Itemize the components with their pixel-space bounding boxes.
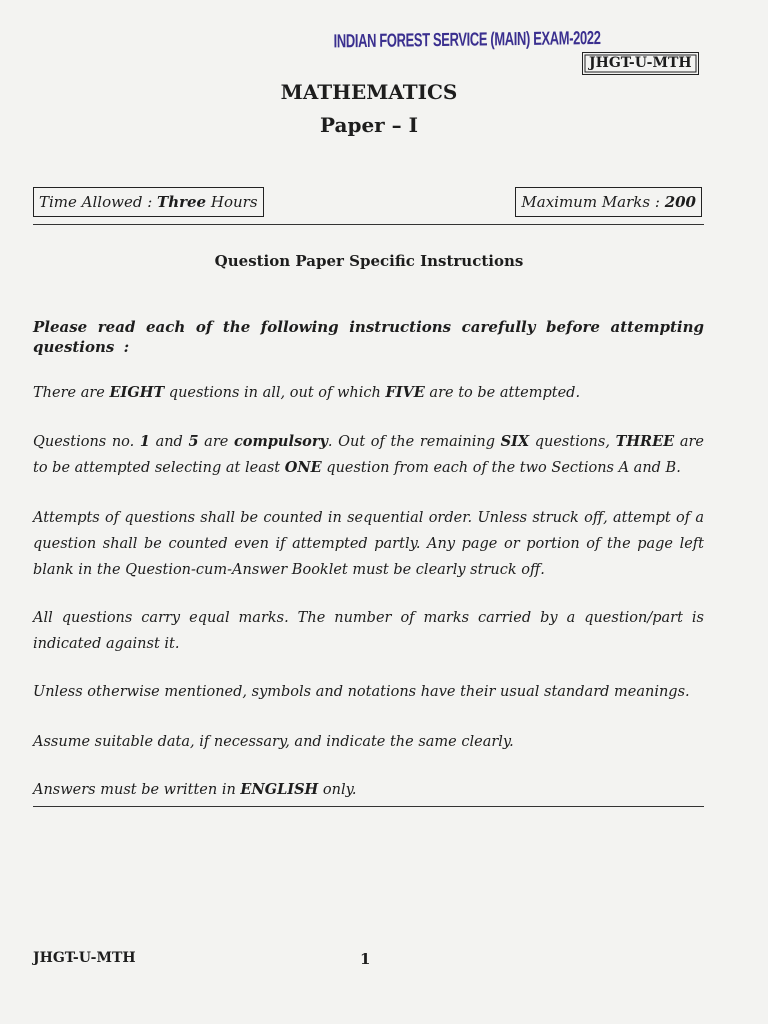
footer-paper-code: JHGT-U-MTH <box>33 950 136 966</box>
text-run: and <box>149 434 189 450</box>
paper-code-box: JHGT-U-MTH <box>582 52 699 75</box>
text-run: THREE <box>615 433 675 450</box>
text-run: only. <box>318 782 357 798</box>
time-unit: Hours <box>206 193 258 211</box>
time-value: Three <box>157 193 207 211</box>
text-run: SIX <box>500 433 530 450</box>
marks-value: 200 <box>664 193 696 211</box>
text-run: 5 <box>188 433 199 450</box>
page-number: 1 <box>360 950 371 968</box>
text-run: are to be attempted. <box>424 385 581 401</box>
instruction-language <box>33 777 704 803</box>
marks-label: Maximum Marks : <box>521 193 665 211</box>
text-run: 1 <box>139 433 150 450</box>
maximum-marks-box <box>515 187 702 217</box>
instruction-assume-data: Assume suitable data, if necessary, and indicate the same clearly. <box>33 734 514 750</box>
text-run: questions in all, out of which <box>164 385 386 401</box>
text-run: ONE <box>284 459 322 476</box>
text-run: . Out of the remaining <box>327 434 501 450</box>
instruction-question-count <box>33 380 704 406</box>
instruction-compulsory <box>33 429 704 481</box>
text-run: EIGHT <box>109 384 165 401</box>
text-run: compulsory <box>233 433 328 450</box>
instruction-symbols: Unless otherwise mentioned, symbols and notations have their usual standard meanings. <box>33 684 690 700</box>
text-run: There are <box>33 385 110 401</box>
exam-stamp: INDIAN FOREST SERVICE (MAIN) EXAM-2022 <box>333 27 601 52</box>
paper-title: Paper – I <box>320 113 418 137</box>
instructions-heading: Question Paper Specific Instructions <box>214 252 524 270</box>
instructions-lead: Please read each of the following instructions carefully before attempting questions : <box>33 318 704 356</box>
top-divider <box>33 224 704 225</box>
time-allowed-box <box>33 187 264 217</box>
bottom-divider <box>33 806 704 807</box>
text-run: Questions no. <box>33 434 140 450</box>
instruction-sequential-order: Attempts of questions shall be counted in sequential order. Unless struck off, attempt of a question shall be counted even if attempted partly. Any page or portion of the page left blank in the Question-cum-Answer Booklet must be clearly struck off. <box>33 510 704 578</box>
subject-title: MATHEMATICS <box>280 80 458 104</box>
text-run: are <box>198 434 234 450</box>
text-run: question from each of the two Sections A and B. <box>321 460 681 476</box>
instruction-equal-marks: All questions carry equal marks. The number of marks carried by a question/part is indicated against it. <box>33 610 704 652</box>
text-run: FIVE <box>385 384 425 401</box>
text-run: Answers must be written in <box>33 782 241 798</box>
text-run: ENGLISH <box>240 781 319 798</box>
time-label: Time Allowed : <box>39 193 158 211</box>
text-run: questions, <box>529 434 616 450</box>
text-run: are to be attempted selecting at least <box>33 434 704 476</box>
